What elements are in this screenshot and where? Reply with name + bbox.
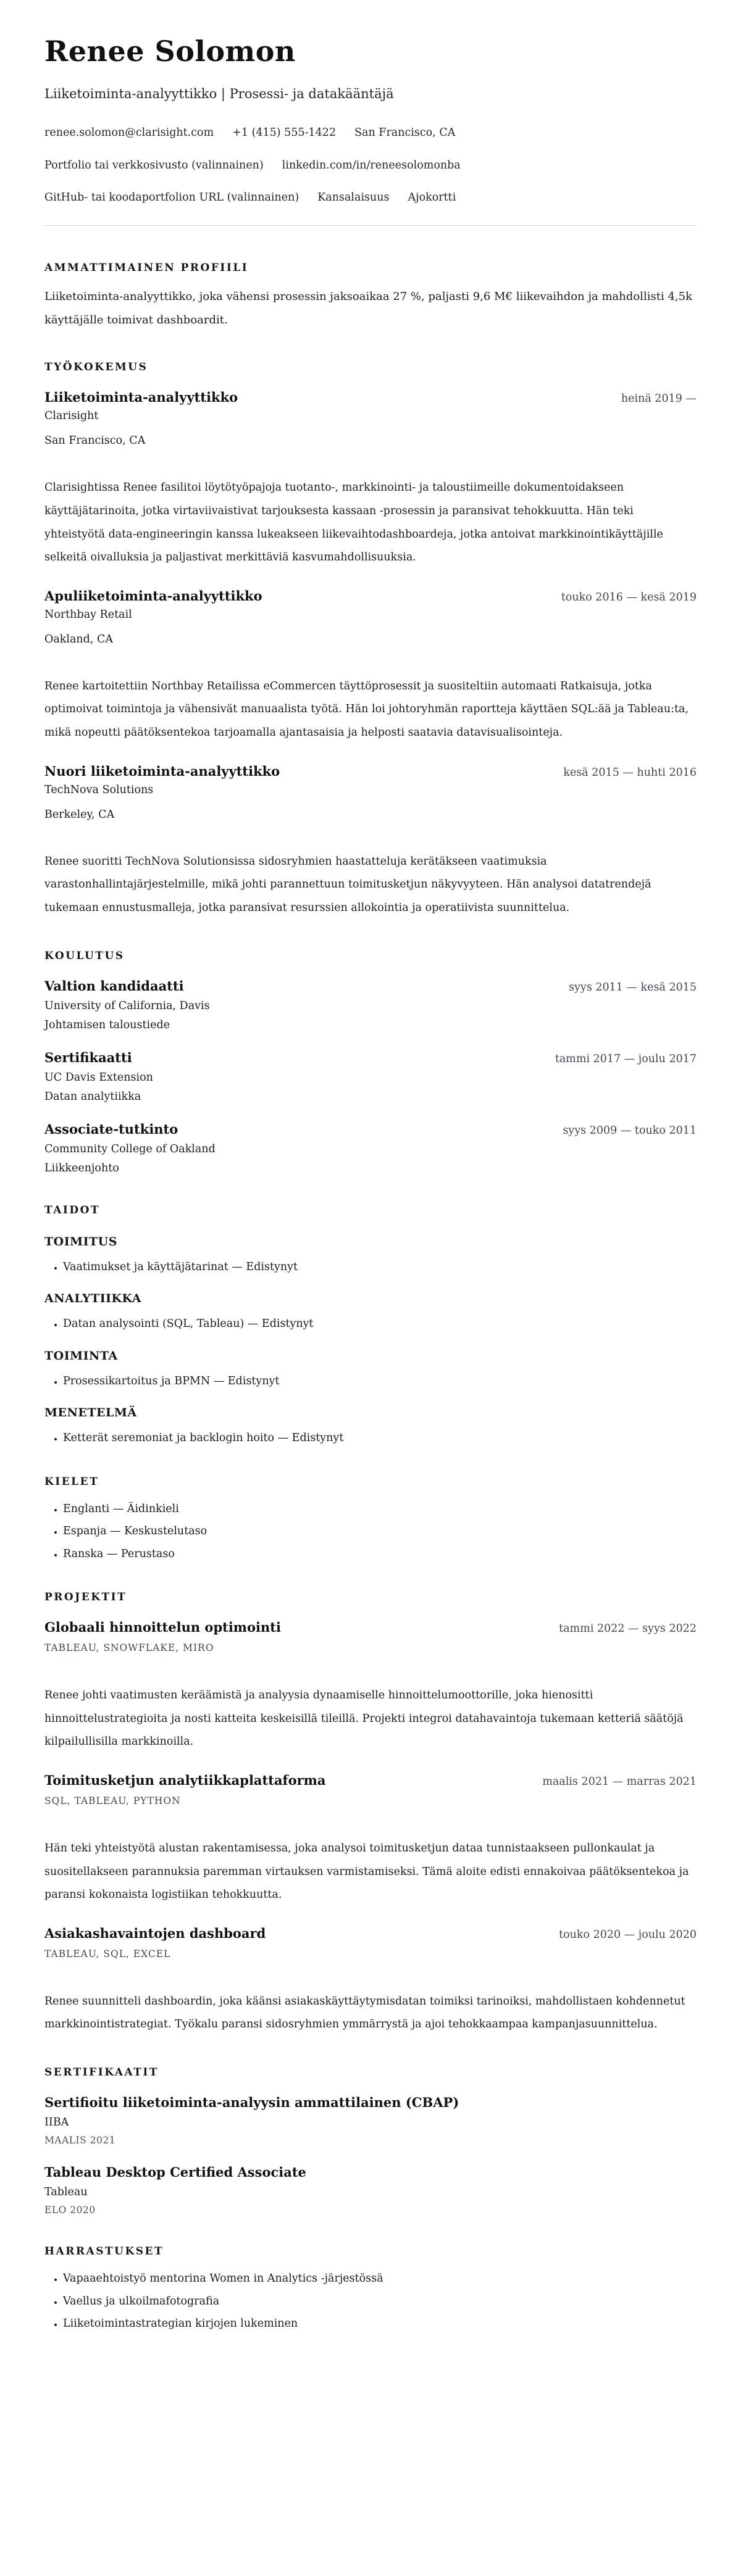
skill-list [44, 1374, 697, 1389]
skill-item: • Ketterät seremoniat ja backlogin hoito — Edistynyt [63, 1431, 697, 1446]
hobby-item: • Liiketoimintastrategian kirjojen lukeminen [63, 2316, 697, 2332]
job-dates: heinä 2019 — [621, 393, 697, 405]
project-tools: TABLEAU, SQL, EXCEL [44, 1948, 171, 1959]
project-entry [44, 1772, 697, 1907]
education-entry [44, 1050, 697, 1103]
github-text: GitHub- tai koodaportfolion URL (valinnainen) [44, 191, 299, 204]
driving-license-text: Ajokortti [408, 191, 456, 204]
field-of-study: Johtamisen taloustiede [44, 1018, 170, 1031]
skill-group-name: TOIMITUS [44, 1234, 117, 1249]
education-title-row [44, 978, 697, 994]
project-dates: tammi 2022 — syys 2022 [559, 1622, 697, 1635]
language-item: • Espanja — Keskustelutaso [63, 1524, 697, 1539]
experience-heading: TYÖKOKEMUS [44, 361, 148, 374]
projects-heading: PROJEKTIT [44, 1591, 127, 1604]
job-company: Clarisight [44, 410, 99, 423]
contact-row-2 [44, 159, 697, 173]
job-location: Berkeley, CA [44, 808, 115, 821]
project-description: Hän teki yhteistyötä alustan rakentamisessa, joka analysoi toimitusketjun dataa tunnistaakseen pullonkaulat ja suositellakseen parannuksia paremman virtauksen varmistamiseksi. Tämä aloite edisti ennakoivaa päätöksentekoa ja paransi kokonaista logistiikan tehokkuutta. [44, 1842, 689, 1901]
job-entry [44, 763, 697, 920]
project-entry [44, 1926, 697, 2037]
section-profile [44, 262, 697, 332]
project-description: Renee johti vaatimusten keräämistä ja analyysia dynaamiselle hinnoittelumoottorille, joka hienositti hinnoittelustrategioita ja nosti katteita keskeisillä tileillä. Projekti integroi datahavaintoja tukemaan ketteriä säätöjä kilpailullisilla markkinoilla. [44, 1689, 684, 1748]
skill-group-name: TOIMINTA [44, 1348, 118, 1363]
language-list [44, 1502, 697, 1562]
project-tools: SQL, TABLEAU, PYTHON [44, 1795, 181, 1806]
resume-header [44, 36, 697, 206]
job-title: Liiketoiminta-analyyttikko [44, 389, 238, 405]
skill-item: • Vaatimukset ja käyttäjätarinat — Edistynyt [63, 1260, 697, 1275]
project-title: Toimitusketjun analytiikkaplattaforma [44, 1772, 326, 1788]
skill-item: • Prosessikartoitus ja BPMN — Edistynyt [63, 1374, 697, 1389]
project-title: Globaali hinnoittelun optimointi [44, 1619, 281, 1635]
skill-group-name: ANALYTIIKKA [44, 1292, 141, 1306]
project-tools: TABLEAU, SNOWFLAKE, MIRO [44, 1642, 214, 1654]
profile-summary: Liiketoiminta-analyyttikko, joka vähensi prosessin jaksoaikaa 27 %, paljasti 9,6 M€ liikevaihdon ja mahdollisti 4,5k käyttäjälle toimivat dashboardit. [44, 289, 692, 326]
section-hobbies [44, 2245, 697, 2332]
skill-item: • Datan analysointi (SQL, Tableau) — Edistynyt [63, 1316, 697, 1332]
section-certifications [44, 2066, 697, 2216]
field-of-study: Liikkeenjohto [44, 1161, 119, 1174]
phone-text: +1 (415) 555-1422 [232, 126, 337, 139]
citizenship-text: Kansalaisuus [317, 191, 390, 204]
certification-date: ELO 2020 [44, 2204, 96, 2216]
job-dates: kesä 2015 — huhti 2016 [563, 766, 697, 779]
job-entry [44, 588, 697, 745]
education-entry [44, 1121, 697, 1174]
skill-group [44, 1235, 697, 1275]
job-location: San Francisco, CA [44, 434, 146, 447]
hobby-item: • Vapaaehtoistyö mentorina Women in Analytics -järjestössä [63, 2271, 697, 2287]
job-entry [44, 389, 697, 570]
languages-heading: KIELET [44, 1475, 99, 1488]
education-dates: syys 2011 — kesä 2015 [569, 981, 697, 994]
education-heading: KOULUTUS [44, 949, 125, 962]
education-dates: tammi 2017 — joulu 2017 [555, 1052, 697, 1065]
job-description: Clarisightissa Renee fasilitoi löytötyöpajoja tuotanto-, markkinointi- ja taloustiimeille dokumentoidakseen käyttäjätarinoita, jotka virtaviivaistivat tarjouksesta kassaan -prosessin ja paransivat tehokkuutta. Hän teki yhteistyötä data-engineeringin kanssa lukeakseen liikevaihtodashboardeja, jotka antoivat markkinointikäyttäjille selkeitä oivalluksia ja paljastivat merkittäviä kasvumahdollisuuksia. [44, 481, 663, 564]
job-title-row [44, 389, 697, 405]
project-title-row [44, 1619, 697, 1635]
degree-title: Valtion kandidaatti [44, 978, 184, 994]
job-title-row [44, 588, 697, 604]
email-text: renee.solomon@clarisight.com [44, 126, 214, 139]
project-description: Renee suunnitteli dashboardin, joka käänsi asiakaskäyttäytymisdatan toimiksi tarinoiksi, mahdollistaen kohdennetut markkinointistrategiat. Työkalu paransi sidosryhmien ymmärrystä ja ajoi tehokkaampaa kampanjasuunnittelua. [44, 1995, 685, 2031]
education-title-row [44, 1050, 697, 1065]
certifications-heading: SERTIFIKAATIT [44, 2066, 159, 2079]
skill-group [44, 1292, 697, 1332]
job-dates: touko 2016 — kesä 2019 [561, 591, 697, 604]
job-company: TechNova Solutions [44, 783, 154, 796]
project-dates: touko 2020 — joulu 2020 [559, 1928, 697, 1941]
skill-group-name: MENETELMÄ [44, 1406, 137, 1420]
hobbies-heading: HARRASTUKSET [44, 2245, 164, 2258]
certification-title: Sertifioitu liiketoiminta-analyysin ammattilainen (CBAP) [44, 2095, 459, 2111]
profile-heading: AMMATTIMAINEN PROFIILI [44, 261, 249, 274]
hobby-list [44, 2271, 697, 2332]
school-name: University of California, Davis [44, 999, 210, 1012]
job-description: Renee suoritti TechNova Solutionsissa sidosryhmien haastatteluja kerätäkseen vaatimuksia varastonhallintajärjestelmille, mikä johti parannettuun toimitusketjun näkyvyyteen. Hän analysoi datatrendejä tukemaan ennustusmalleja, jotka paransivat resurssien allokointia ja operatiivista suunnittelua. [44, 855, 651, 914]
contact-row-3 [44, 191, 697, 206]
job-title: Apuliiketoiminta-analyyttikko [44, 588, 262, 604]
job-description: Renee kartoitettiin Northbay Retailissa eCommercen täyttöprosessit ja suositeltiin automaati Ratkaisuja, jotka optimoivat toimintoja ja vähensivät manuaalista työtä. Hän loi johtoryhmän raportteja käyttäen SQL:ää ja Tableau:ta, mikä nopeutti päätöksentekoa tarjoamalla ajantasaisia ja helposti saatavia datavisualisointeja. [44, 679, 689, 739]
language-item: • Ranska — Perustaso [63, 1547, 697, 1562]
certification-title: Tableau Desktop Certified Associate [44, 2164, 306, 2180]
person-headline: Liiketoiminta-analyyttikko | Prosessi- ja datakääntäjä [44, 86, 394, 101]
job-location: Oakland, CA [44, 633, 114, 646]
skill-list [44, 1316, 697, 1332]
hobby-item: • Vaellus ja ulkoilmafotografia [63, 2294, 697, 2309]
location-text: San Francisco, CA [354, 126, 456, 139]
degree-title: Sertifikaatti [44, 1049, 132, 1065]
project-title-row [44, 1772, 697, 1788]
project-entry [44, 1619, 697, 1754]
project-dates: maalis 2021 — marras 2021 [542, 1775, 697, 1788]
linkedin-text: linkedin.com/in/reneesolomonba [282, 159, 461, 172]
portfolio-text: Portfolio tai verkkosivusto (valinnainen) [44, 159, 264, 172]
job-company: Northbay Retail [44, 608, 132, 621]
project-title: Asiakashavaintojen dashboard [44, 1925, 266, 1941]
skill-group [44, 1349, 697, 1389]
skills-heading: TAIDOT [44, 1203, 101, 1216]
contact-row-1 [44, 126, 697, 141]
section-projects [44, 1591, 697, 2037]
certification-issuer: IIBA [44, 2116, 69, 2129]
certification-entry [44, 2095, 697, 2146]
section-experience [44, 361, 697, 920]
education-dates: syys 2009 — touko 2011 [563, 1124, 697, 1137]
certification-issuer: Tableau [44, 2186, 88, 2199]
section-education [44, 950, 697, 1174]
education-title-row [44, 1121, 697, 1137]
person-name: Renee Solomon [44, 35, 296, 68]
skill-list [44, 1260, 697, 1275]
job-title-row [44, 763, 697, 779]
education-entry [44, 978, 697, 1031]
section-languages [44, 1476, 697, 1562]
skill-list [44, 1431, 697, 1446]
school-name: UC Davis Extension [44, 1071, 153, 1084]
degree-title: Associate-tutkinto [44, 1121, 178, 1137]
certification-entry [44, 2164, 697, 2216]
section-skills [44, 1204, 697, 1446]
project-title-row [44, 1926, 697, 1941]
language-item: • Englanti — Äidinkieli [63, 1502, 697, 1517]
school-name: Community College of Oakland [44, 1142, 216, 1155]
job-title: Nuori liiketoiminta-analyyttikko [44, 763, 280, 779]
skill-group [44, 1406, 697, 1446]
header-divider [44, 225, 697, 226]
certification-date: MAALIS 2021 [44, 2135, 116, 2146]
field-of-study: Datan analytiikka [44, 1090, 141, 1103]
